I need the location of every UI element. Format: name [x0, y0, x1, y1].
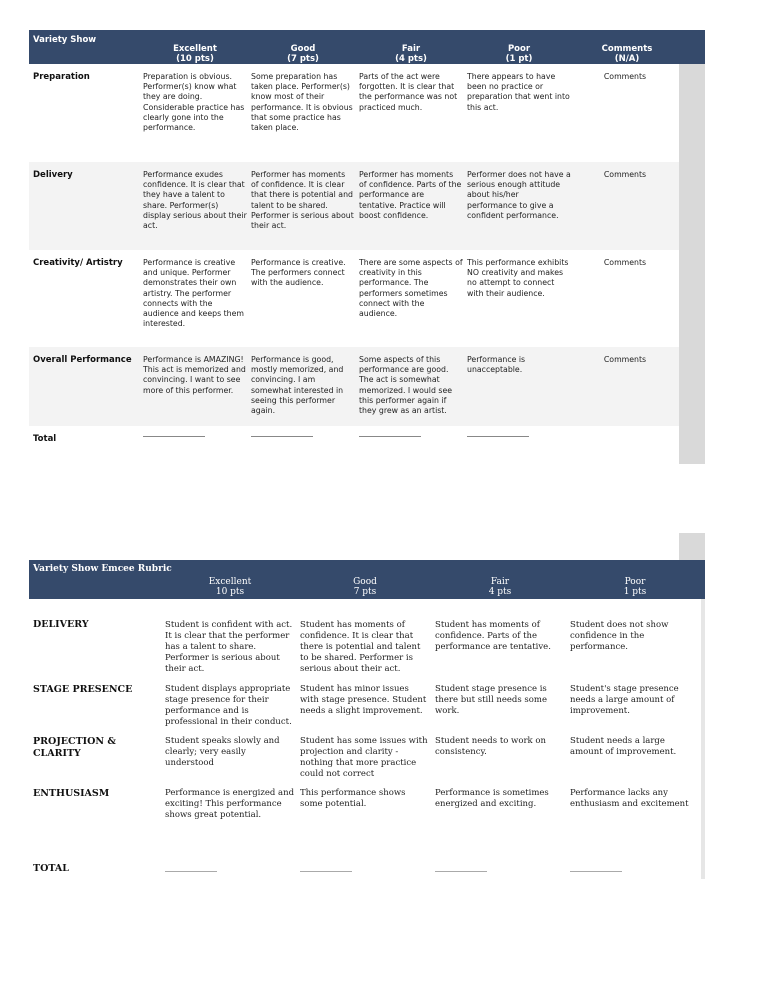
cell-poor: Student needs a large amount of improvement.	[570, 736, 677, 757]
row-label: PROJECTION & CLARITY	[33, 736, 116, 759]
column-header-fair: Fair 4 pts	[488, 577, 512, 597]
row-label: Delivery	[33, 170, 73, 180]
row-label: DELIVERY	[33, 619, 89, 630]
row-label: Overall Performance	[33, 355, 132, 365]
column-header-fair: Fair (4 pts)	[395, 44, 427, 64]
cell-poor: Performer does not have a serious enough attitude about his/her performance to give a confident performance.	[467, 170, 571, 220]
cell-fair: Student has moments of confidence. Parts of the performance are tentative.	[435, 620, 551, 652]
emcee-row-total	[29, 857, 701, 879]
comments-cell: Comments	[603, 170, 647, 179]
cell-fair: Some aspects of this performance are good. The act is somewhat memorized. I would see this performer again if they grew as an artist.	[359, 355, 453, 416]
cell-poor: Student does not show confidence in the performance.	[570, 620, 669, 652]
score-blank-good	[300, 871, 352, 872]
score-blank-fair	[435, 871, 487, 872]
emcee-row-projection-clarity	[29, 733, 701, 785]
score-blank-excellent	[143, 436, 205, 437]
emcee-row-delivery	[29, 616, 701, 678]
rubric-row-delivery	[29, 162, 679, 250]
cell-good: Student has some issues with projection and clarity - nothing that more practice could not correct	[300, 736, 428, 779]
rubric-row-total	[29, 426, 679, 464]
rubric-header	[29, 30, 705, 64]
cell-fair: Parts of the act were forgotten. It is clear that the performance was not practiced much.	[359, 72, 458, 112]
cell-poor: There appears to have been no practice or preparation that went into this act.	[467, 72, 570, 112]
rubric-row-overall-performance	[29, 347, 679, 426]
emcee-row-stage-presence	[29, 681, 701, 733]
rubric-header	[29, 560, 705, 599]
cell-good: Performer has moments of confidence. It is clear that there is potential and talent to be shared. Performer is serious about their act.	[251, 170, 354, 231]
score-blank-poor	[467, 436, 529, 437]
column-header-comments: Comments (N/A)	[601, 44, 653, 64]
right-border-bar	[701, 599, 705, 879]
cell-fair: Performer has moments of confidence. Parts of the performance are tentative. Practice will boost confidence.	[359, 170, 462, 220]
row-label: Preparation	[33, 72, 90, 82]
cell-poor: This performance exhibits NO creativity and makes no attempt to connect with their audience.	[467, 258, 569, 298]
cell-excellent: Preparation is obvious. Performer(s) know what they are doing. Considerable practice has clearly gone into the performance.	[143, 72, 245, 133]
cell-good: This performance shows some potential.	[300, 788, 406, 809]
cell-excellent: Performance is energized and exciting! This performance shows great potential.	[165, 788, 295, 820]
rubric-title: Variety Show Emcee Rubric	[33, 564, 172, 574]
score-blank-poor	[570, 871, 622, 872]
emcee-row-enthusiasm	[29, 785, 701, 845]
rubric-row-preparation	[29, 64, 679, 162]
cell-fair: Student stage presence is there but still needs some work.	[435, 684, 547, 716]
cell-good: Performance is good, mostly memorized, and convincing. I am somewhat interested in seeing this performer again.	[251, 355, 344, 416]
cell-good: Some preparation has taken place. Performer(s) know most of their performance. It is obvious that some practice has taken place.	[251, 72, 353, 133]
column-header-poor: Poor 1 pts	[623, 577, 647, 597]
comments-cell: Comments	[603, 72, 647, 81]
column-header-poor: Poor (1 pt)	[505, 44, 533, 64]
rubric-title: Variety Show	[33, 35, 97, 45]
emcee-rubric	[29, 533, 705, 879]
score-blank-fair	[359, 436, 421, 437]
side-bar	[679, 64, 705, 464]
top-gray-bar	[679, 533, 705, 560]
cell-good: Student has moments of confidence. It is clear that there is potential and talent to be shared. Performer is serious about their act.	[300, 620, 421, 674]
column-header-good: Good 7 pts	[353, 577, 377, 597]
cell-excellent: Performance is AMAZING! This act is memorized and convincing. I want to see more of this performer.	[143, 355, 246, 395]
column-header-excellent: Excellent (10 pts)	[173, 44, 217, 64]
total-label: TOTAL	[33, 863, 69, 874]
cell-poor: Performance lacks any enthusiasm and excitement	[570, 788, 689, 809]
cell-fair: Performance is sometimes energized and exciting.	[435, 788, 549, 809]
score-blank-good	[251, 436, 313, 437]
cell-fair: Student needs to work on consistency.	[435, 736, 546, 757]
cell-excellent: Performance exudes confidence. It is clear that they have a talent to share. Performer(s) display serious about their act.	[143, 170, 247, 231]
cell-fair: There are some aspects of creativity in this performance. The performers sometimes connect with the audience.	[359, 258, 463, 319]
cell-good: Performance is creative. The performers connect with the audience.	[251, 258, 346, 288]
cell-excellent: Student displays appropriate stage presence for their performance and is professional in their conduct.	[165, 684, 292, 727]
row-label: STAGE PRESENCE	[33, 684, 133, 695]
cell-poor: Performance is unacceptable.	[467, 355, 526, 375]
cell-excellent: Performance is creative and unique. Performer demonstrates their own artistry. The performer connects with the audience and keeps them interested.	[143, 258, 244, 329]
rubric-row-creativity	[29, 250, 679, 347]
comments-cell: Comments	[603, 355, 647, 364]
cell-poor: Student's stage presence needs a large amount of improvement.	[570, 684, 679, 716]
column-header-good: Good (7 pts)	[287, 44, 319, 64]
variety-show-rubric	[29, 30, 705, 464]
cell-good: Student has minor issues with stage presence. Student needs a slight improvement.	[300, 684, 427, 716]
row-label: ENTHUSIASM	[33, 788, 110, 799]
total-label: Total	[33, 434, 57, 444]
comments-cell: Comments	[603, 258, 647, 267]
row-label: Creativity/ Artistry	[33, 258, 123, 268]
column-header-excellent: Excellent 10 pts	[208, 577, 252, 597]
cell-excellent: Student is confident with act. It is clear that the performer has a talent to share. Performer is serious about their act.	[165, 620, 293, 674]
cell-excellent: Student speaks slowly and clearly; very easily understood	[165, 736, 280, 768]
score-blank-excellent	[165, 871, 217, 872]
